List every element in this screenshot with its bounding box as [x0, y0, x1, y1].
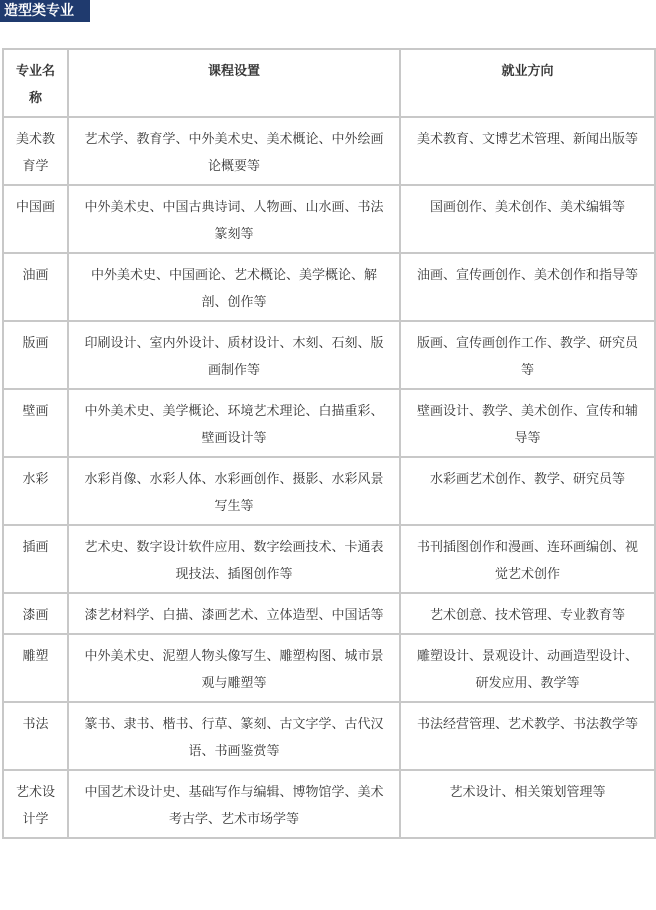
table-row	[3, 321, 655, 389]
career-cell: 雕塑设计、景观设计、动画造型设计、研发应用、教学等	[400, 634, 655, 702]
table-row	[3, 253, 655, 321]
courses-cell: 印刷设计、室内外设计、质材设计、木刻、石刻、版画制作等	[68, 321, 400, 389]
major-name: 中国画	[3, 185, 68, 253]
career-cell: 水彩画艺术创作、教学、研究员等	[400, 457, 655, 525]
career-cell: 美术教育、文博艺术管理、新闻出版等	[400, 117, 655, 185]
major-name: 壁画	[3, 389, 68, 457]
table-row	[3, 185, 655, 253]
major-name: 雕塑	[3, 634, 68, 702]
major-name: 美术教育学	[3, 117, 68, 185]
courses-cell: 漆艺材料学、白描、漆画艺术、立体造型、中国话等	[68, 593, 400, 634]
table-row	[3, 634, 655, 702]
courses-cell: 水彩肖像、水彩人体、水彩画创作、摄影、水彩风景写生等	[68, 457, 400, 525]
table-row	[3, 702, 655, 770]
courses-cell: 中外美术史、中国古典诗词、人物画、山水画、书法篆刻等	[68, 185, 400, 253]
table-row	[3, 525, 655, 593]
header-courses: 课程设置	[68, 49, 400, 117]
major-name: 插画	[3, 525, 68, 593]
courses-cell: 中外美术史、泥塑人物头像写生、雕塑构图、城市景观与雕塑等	[68, 634, 400, 702]
major-name: 漆画	[3, 593, 68, 634]
career-cell: 书刊插图创作和漫画、连环画编创、视觉艺术创作	[400, 525, 655, 593]
table-row	[3, 389, 655, 457]
courses-cell: 艺术史、数字设计软件应用、数字绘画技术、卡通表现技法、插图创作等	[68, 525, 400, 593]
career-cell: 艺术创意、技术管理、专业教育等	[400, 593, 655, 634]
career-cell: 版画、宣传画创作工作、教学、研究员等	[400, 321, 655, 389]
table-row	[3, 117, 655, 185]
major-name: 版画	[3, 321, 68, 389]
table-row	[3, 457, 655, 525]
header-major-name: 专业名称	[3, 49, 68, 117]
section-title: 造型类专业	[0, 0, 90, 22]
career-cell: 书法经营管理、艺术教学、书法教学等	[400, 702, 655, 770]
career-cell: 国画创作、美术创作、美术编辑等	[400, 185, 655, 253]
header-career: 就业方向	[400, 49, 655, 117]
table-row	[3, 770, 655, 838]
table-row	[3, 593, 655, 634]
courses-cell: 中国艺术设计史、基础写作与编辑、博物馆学、美术考古学、艺术市场学等	[68, 770, 400, 838]
major-name: 书法	[3, 702, 68, 770]
courses-cell: 中外美术史、中国画论、艺术概论、美学概论、解剖、创作等	[68, 253, 400, 321]
major-name: 油画	[3, 253, 68, 321]
career-cell: 油画、宣传画创作、美术创作和指导等	[400, 253, 655, 321]
major-name: 水彩	[3, 457, 68, 525]
career-cell: 艺术设计、相关策划管理等	[400, 770, 655, 838]
courses-cell: 篆书、隶书、楷书、行草、篆刻、古文字学、古代汉语、书画鉴赏等	[68, 702, 400, 770]
majors-table	[2, 48, 656, 839]
courses-cell: 艺术学、教育学、中外美术史、美术概论、中外绘画论概要等	[68, 117, 400, 185]
major-name: 艺术设计学	[3, 770, 68, 838]
courses-cell: 中外美术史、美学概论、环境艺术理论、白描重彩、壁画设计等	[68, 389, 400, 457]
table-header-row	[3, 49, 655, 117]
career-cell: 壁画设计、教学、美术创作、宣传和辅导等	[400, 389, 655, 457]
